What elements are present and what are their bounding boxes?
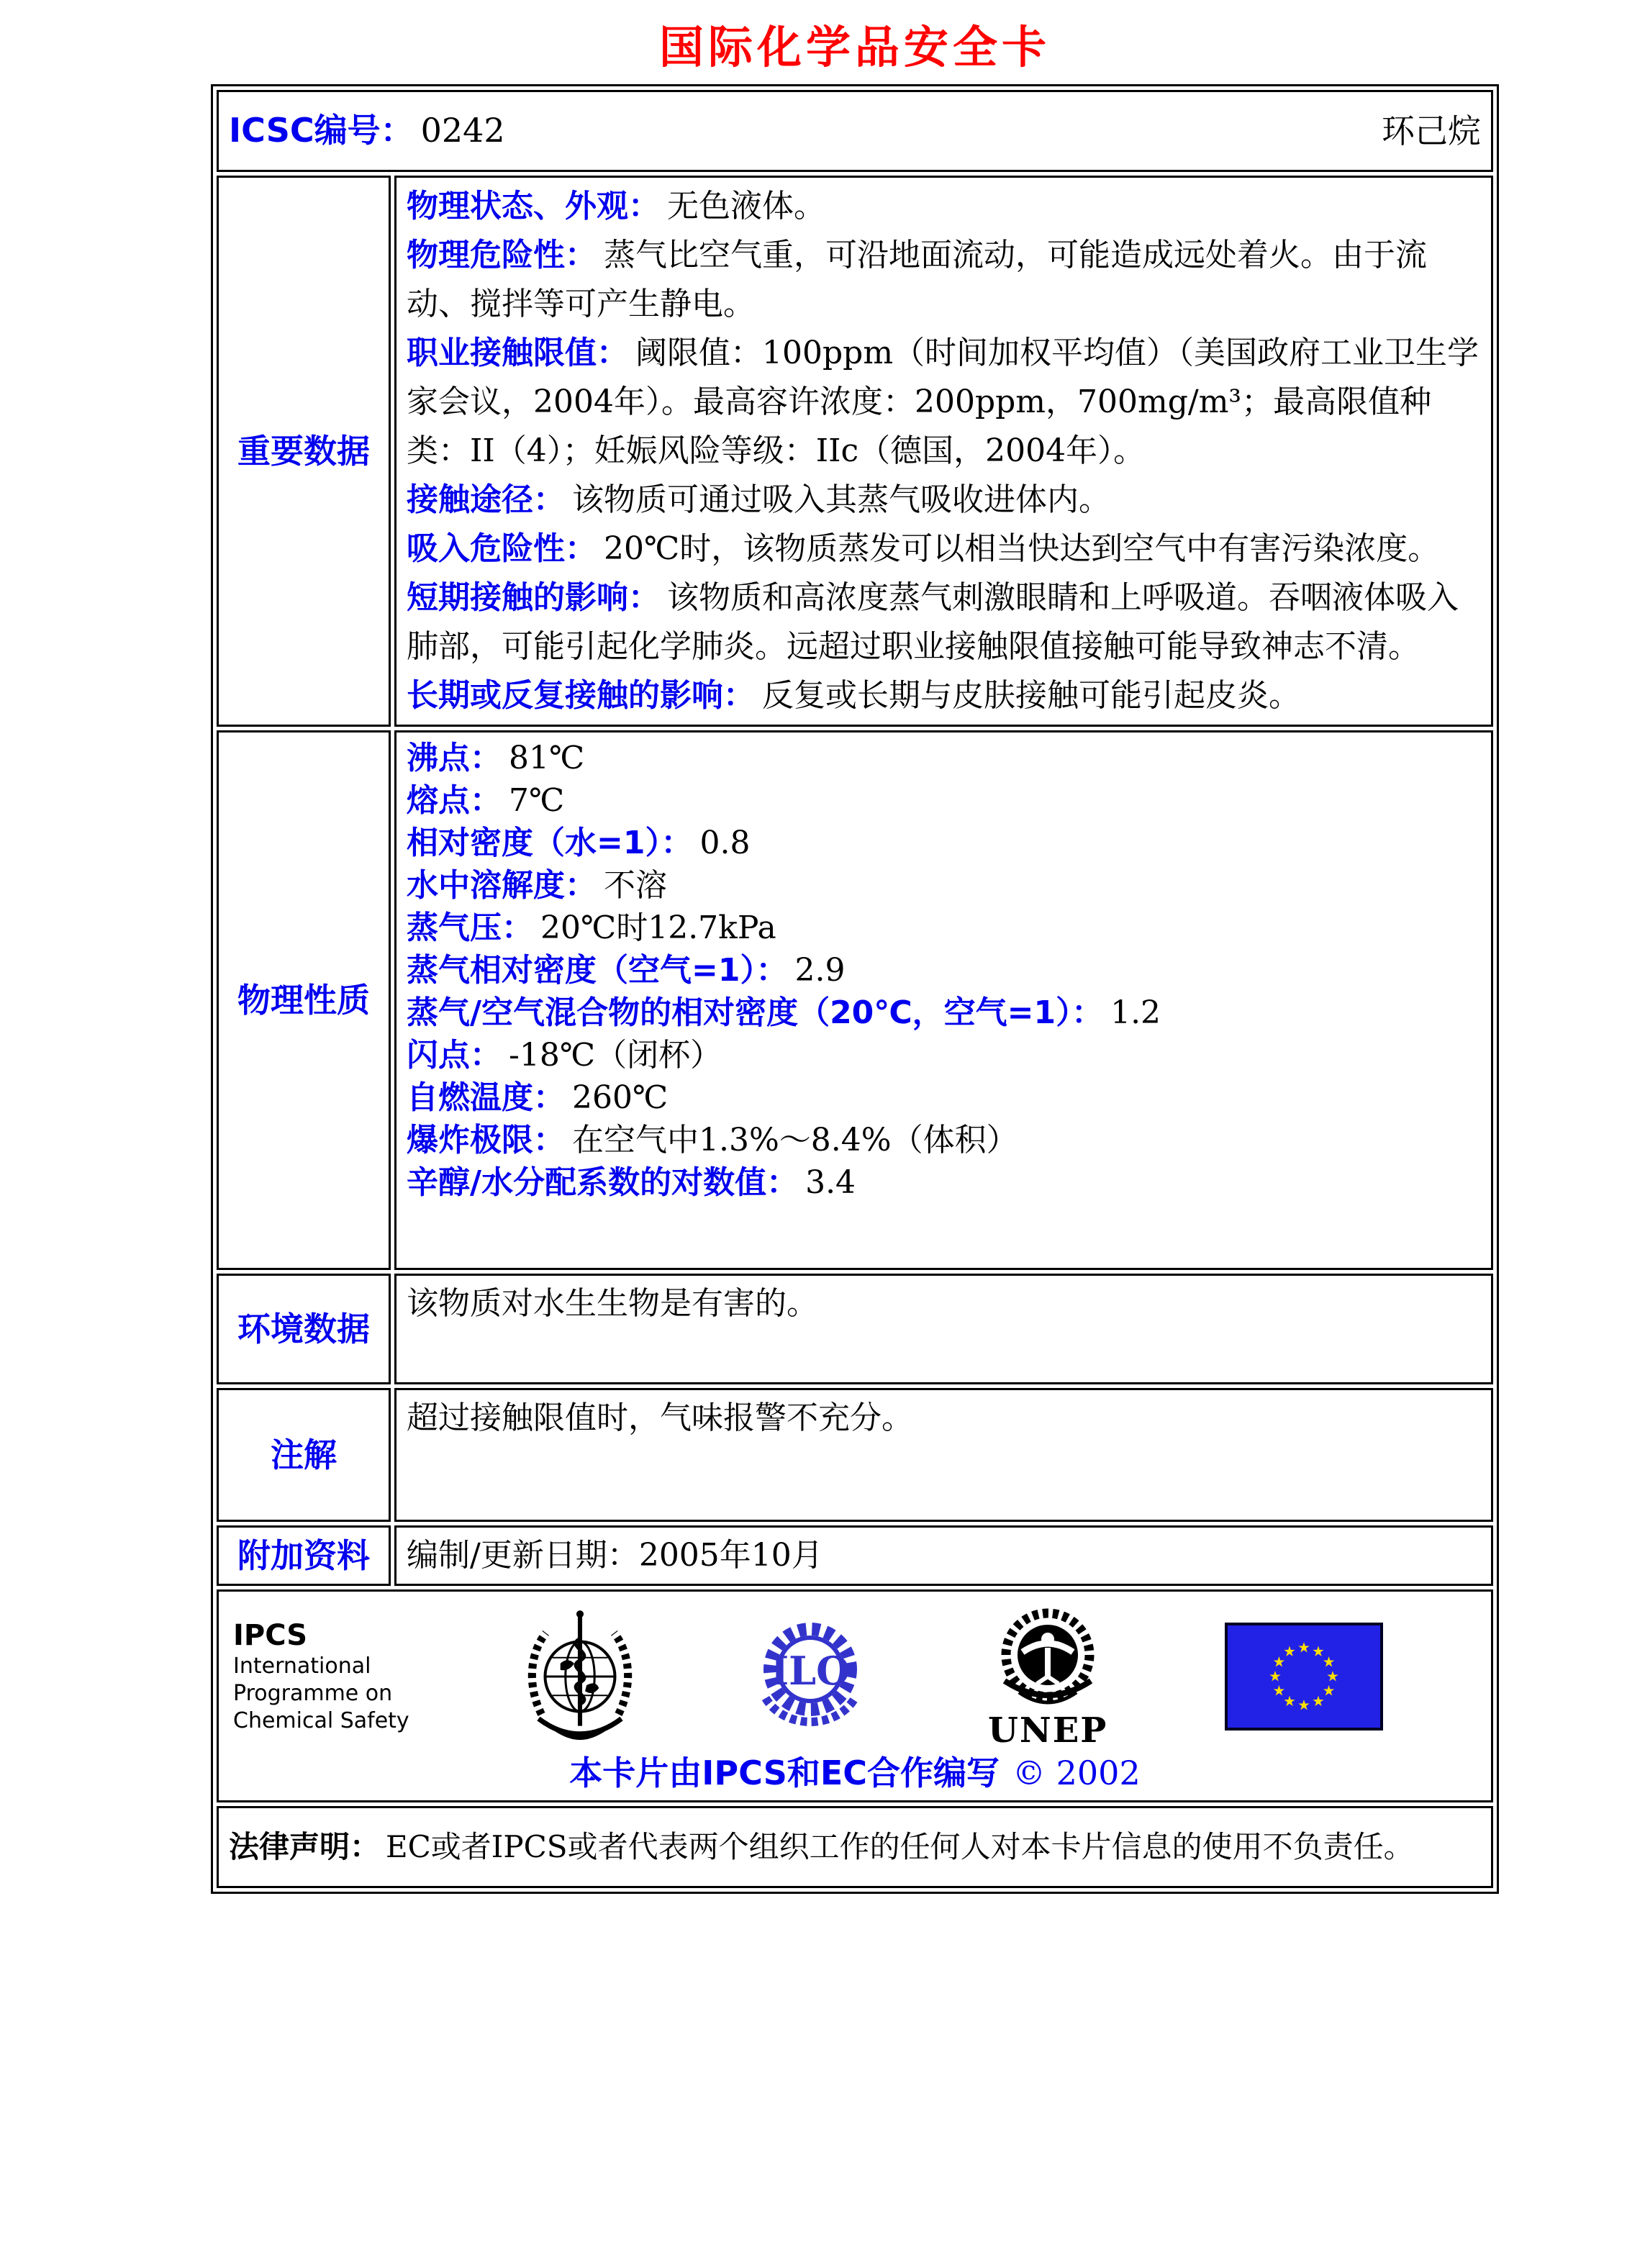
- field-value: 阈限值：100ppm（时间加权平均值）（美国政府工业卫生学家会议，2004年）。最高容许浓度：200ppm，700mg/m³；最高限值种类：II（4）；妊娠风险等级：IIc（德国，2004年）。: [407, 335, 1479, 469]
- field-label: 短期接触的影响：: [407, 579, 660, 616]
- caption-copyright: © 2002: [1012, 1754, 1141, 1792]
- field-label: 物理状态、外观：: [407, 188, 660, 224]
- safety-card-table: [211, 84, 1499, 1894]
- row-legal-notice: [217, 1806, 1493, 1888]
- icsc-number-label: ICSC编号：: [229, 111, 414, 150]
- physical-item: [407, 1076, 1481, 1119]
- field-label: 自燃温度：: [407, 1079, 565, 1116]
- field-label: 熔点：: [407, 782, 502, 819]
- environmental-data-content: [394, 1274, 1493, 1384]
- unep-emblem-icon: [987, 1605, 1109, 1713]
- row-additional-info: [217, 1525, 1493, 1586]
- physical-item: [407, 992, 1481, 1034]
- row-logos: [217, 1589, 1493, 1802]
- row-environmental-data: [217, 1274, 1493, 1384]
- field-value: 260℃: [572, 1079, 669, 1116]
- legal-notice-cell: [217, 1806, 1493, 1888]
- icsc-header-cell: [217, 90, 1493, 172]
- field-value: 3.4: [805, 1164, 856, 1201]
- physical-item: [407, 779, 1481, 822]
- field-label: 爆炸极限：: [407, 1122, 565, 1158]
- section-label-environmental-data: 环境数据: [217, 1274, 391, 1384]
- additional-info-content: [394, 1525, 1493, 1586]
- physical-item: [407, 949, 1481, 992]
- field-value: 2.9: [794, 952, 846, 989]
- field-value: 蒸气比空气重，可沿地面流动，可能造成远处着火。由于流动、搅拌等可产生静电。: [407, 237, 1427, 322]
- field-label: 辛醇/水分配系数的对数值：: [407, 1164, 799, 1201]
- ipcs-text-block: [233, 1618, 409, 1735]
- logos-cell: [217, 1589, 1493, 1802]
- unep-block: [987, 1605, 1109, 1751]
- important-item: [407, 671, 1481, 720]
- field-value: 20℃时12.7kPa: [540, 910, 776, 946]
- physical-item: [407, 1161, 1481, 1204]
- caption-text: 本卡片由IPCS和EC合作编写: [569, 1754, 1000, 1792]
- field-value: -18℃（闭杯）: [509, 1037, 722, 1074]
- card-caption: [219, 1754, 1491, 1792]
- field-value: 81℃: [509, 740, 585, 776]
- important-item: [407, 525, 1481, 573]
- important-item: [407, 182, 1481, 231]
- logos-strip: [219, 1604, 1491, 1749]
- field-label: 蒸气相对密度（空气=1）：: [407, 952, 788, 989]
- physical-properties-content: [394, 730, 1493, 1270]
- ipcs-title: IPCS: [233, 1619, 308, 1652]
- field-label: 蒸气/空气混合物的相对密度（20℃，空气=1）：: [407, 994, 1104, 1031]
- icsc-number-group: [229, 106, 505, 155]
- page-title: 国际化学品安全卡: [658, 21, 1051, 73]
- field-label: 职业接触限值：: [407, 335, 628, 371]
- important-data-content: [394, 176, 1493, 727]
- section-label-additional-info: 附加资料: [217, 1525, 391, 1586]
- notes-text: 超过接触限值时，气味报警不充分。: [407, 1400, 913, 1436]
- section-label-physical-properties: 物理性质: [217, 730, 391, 1270]
- row-important-data: [217, 176, 1493, 727]
- important-item: [407, 476, 1481, 525]
- physical-item: [407, 737, 1481, 779]
- row-physical-properties: [217, 730, 1493, 1270]
- important-item: [407, 231, 1481, 329]
- field-value: 该物质和高浓度蒸气刺激眼睛和上呼吸道。吞咽液体吸入肺部，可能引起化学肺炎。远超过职业接触限值接触可能导致神志不清。: [407, 579, 1459, 665]
- notes-content: [394, 1388, 1493, 1522]
- section-label-important-data: 重要数据: [217, 176, 391, 727]
- physical-item: [407, 1119, 1481, 1161]
- physical-item: [407, 907, 1481, 949]
- who-emblem-icon: [525, 1604, 635, 1749]
- physical-item: [407, 822, 1481, 864]
- environmental-data-text: 该物质对水生生物是有害的。: [407, 1285, 818, 1322]
- chemical-name: 环己烷: [1382, 112, 1481, 150]
- row-icsc-header: [217, 90, 1493, 172]
- field-label: 接触途径：: [407, 481, 565, 518]
- field-label: 沸点：: [407, 740, 502, 776]
- field-label: 物理危险性：: [407, 237, 597, 273]
- field-value: 反复或长期与皮肤接触可能引起皮炎。: [762, 677, 1300, 714]
- field-label: 相对密度（水=1）：: [407, 825, 693, 861]
- row-notes: [217, 1388, 1493, 1522]
- physical-item: [407, 864, 1481, 907]
- field-value: 7℃: [509, 782, 565, 819]
- important-item: [407, 329, 1481, 476]
- additional-info-text: 编制/更新日期：2005年10月: [407, 1537, 823, 1574]
- ipcs-subtitle-line: Chemical Safety: [233, 1708, 409, 1733]
- unep-wordmark: UNEP: [987, 1710, 1108, 1751]
- legal-notice-text: EC或者IPCS或者代表两个组织工作的任何人对本卡片信息的使用不负责任。: [386, 1829, 1414, 1864]
- field-value: 1.2: [1110, 994, 1161, 1031]
- ilo-emblem-icon: [750, 1612, 871, 1741]
- eu-flag-icon: [1225, 1623, 1383, 1731]
- field-label: 吸入危险性：: [407, 530, 597, 567]
- ipcs-subtitle-line: International: [233, 1654, 371, 1679]
- field-value: 20℃时，该物质蒸发可以相当快达到空气中有害污染浓度。: [604, 530, 1440, 567]
- field-value: 在空气中1.3%～8.4%（体积）: [572, 1122, 1018, 1158]
- section-label-notes: 注解: [217, 1388, 391, 1522]
- field-value: 0.8: [699, 825, 751, 861]
- icsc-number-value: 0242: [420, 111, 505, 150]
- legal-notice-label: 法律声明：: [229, 1829, 381, 1864]
- ipcs-subtitle-line: Programme on: [233, 1681, 393, 1706]
- field-value: 该物质可通过吸入其蒸气吸收进体内。: [572, 481, 1110, 518]
- field-value: 无色液体。: [667, 188, 825, 224]
- field-value: 不溶: [604, 867, 667, 904]
- ilo-monogram: ILO: [771, 1648, 851, 1694]
- field-label: 蒸气压：: [407, 910, 533, 946]
- field-label: 水中溶解度：: [407, 867, 597, 904]
- field-label: 闪点：: [407, 1037, 502, 1074]
- safety-card-sheet: [211, 0, 1499, 1894]
- field-label: 长期或反复接触的影响：: [407, 677, 755, 714]
- important-item: [407, 573, 1481, 671]
- physical-item: [407, 1034, 1481, 1076]
